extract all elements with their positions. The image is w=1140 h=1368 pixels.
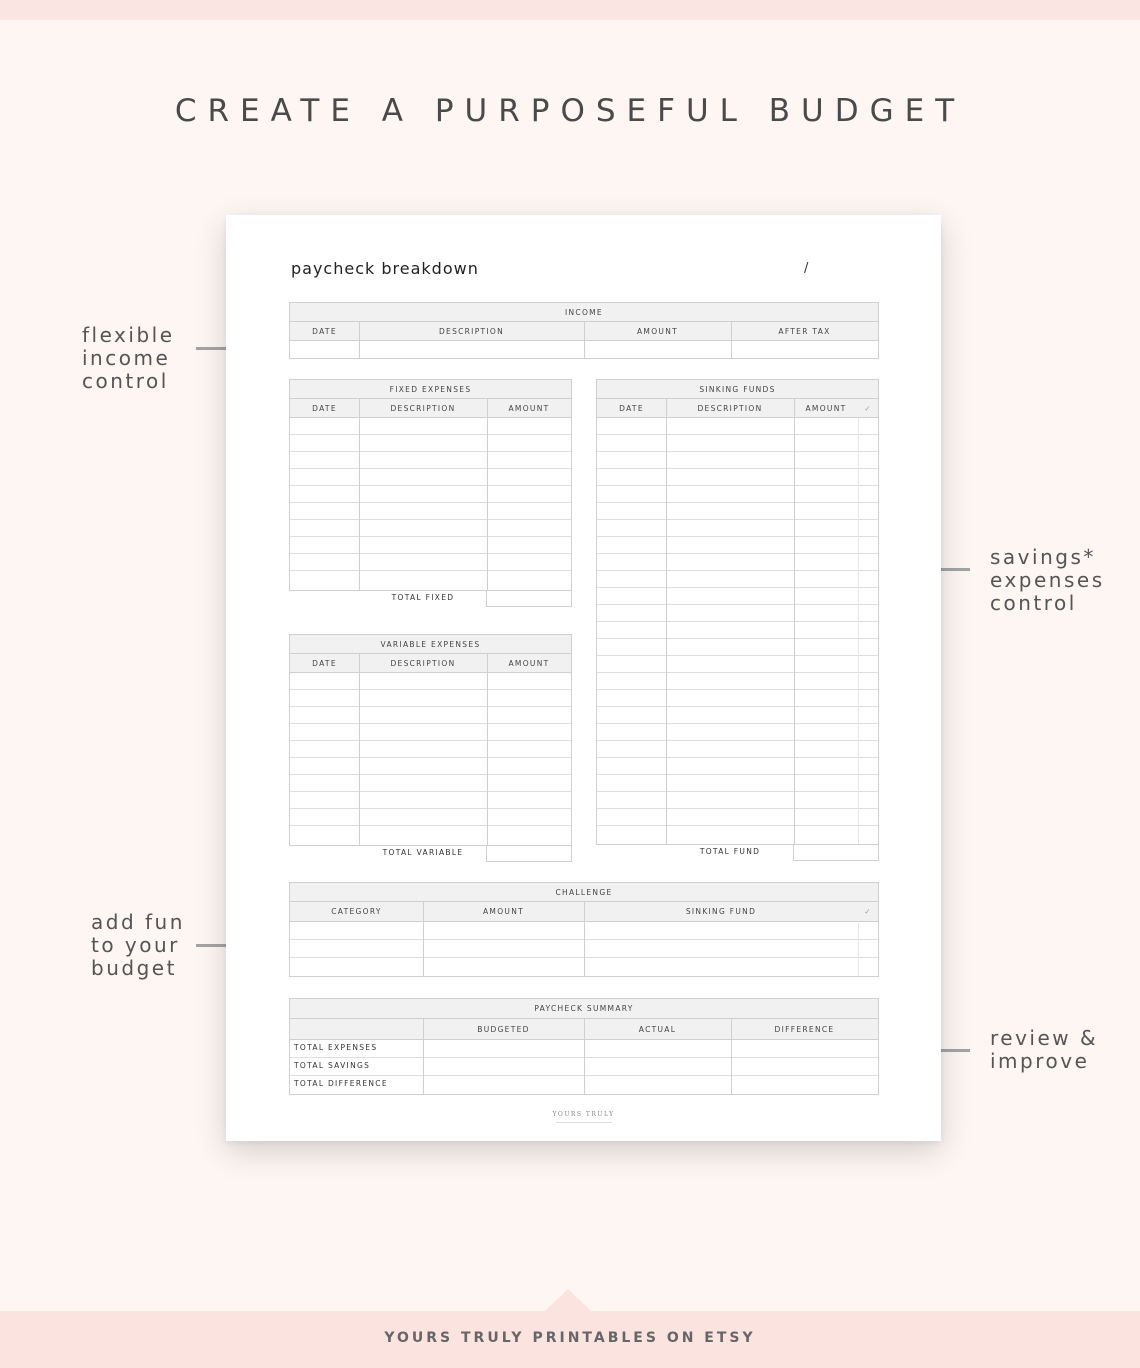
table-row bbox=[290, 537, 571, 554]
printable-sheet bbox=[226, 215, 941, 1141]
income-col-date: DATE bbox=[312, 327, 337, 336]
challenge-divider bbox=[584, 902, 585, 976]
sinking-col-amount: AMOUNT bbox=[805, 404, 847, 413]
challenge-check-divider bbox=[858, 923, 859, 976]
summary-total-difference: TOTAL DIFFERENCE bbox=[294, 1079, 388, 1088]
table-row bbox=[597, 724, 878, 741]
table-row bbox=[597, 826, 878, 843]
sinking-divider bbox=[794, 399, 795, 844]
fixed-divider bbox=[359, 399, 360, 590]
footer-text: YOURS TRULY PRINTABLES ON ETSY bbox=[384, 1330, 756, 1346]
fixed-col-amount: AMOUNT bbox=[508, 404, 550, 413]
income-col-amount: AMOUNT bbox=[637, 327, 678, 336]
income-divider bbox=[731, 322, 732, 358]
summary-col-actual: ACTUAL bbox=[638, 1025, 677, 1034]
table-row bbox=[597, 486, 878, 503]
table-row bbox=[597, 775, 878, 792]
total-fixed-label: TOTAL FIXED bbox=[391, 593, 455, 602]
challenge-header: CHALLENGE bbox=[290, 883, 878, 902]
sinking-funds-column-row bbox=[597, 399, 878, 418]
table-row bbox=[290, 792, 571, 809]
table-row bbox=[290, 775, 571, 792]
summary-col-difference: DIFFERENCE bbox=[774, 1025, 835, 1034]
fixed-col-description: DESCRIPTION bbox=[390, 404, 456, 413]
table-row bbox=[597, 792, 878, 809]
table-row bbox=[597, 571, 878, 588]
fixed-expenses-column-row bbox=[290, 399, 571, 418]
table-row bbox=[597, 690, 878, 707]
income-col-after-tax: AFTER TAX bbox=[778, 327, 831, 336]
summary-divider bbox=[731, 1019, 732, 1094]
fixed-divider bbox=[487, 399, 488, 590]
annotation-income-line-3: control bbox=[82, 369, 169, 393]
table-row bbox=[597, 520, 878, 537]
total-variable-label: TOTAL VARIABLE bbox=[382, 848, 464, 857]
fixed-expenses-rows bbox=[290, 418, 571, 588]
fixed-col-date: DATE bbox=[312, 404, 337, 413]
annotation-review-line-1: review & bbox=[990, 1026, 1099, 1050]
annotation-income bbox=[82, 324, 175, 393]
variable-expenses-column-row bbox=[290, 654, 571, 673]
table-row bbox=[290, 707, 571, 724]
table-row bbox=[290, 486, 571, 503]
annotation-fun-line-2: to your bbox=[91, 933, 180, 957]
table-row bbox=[290, 520, 571, 537]
annotation-fun-line-3: budget bbox=[91, 956, 177, 980]
annotation-review bbox=[990, 1027, 1098, 1073]
sinking-col-description: DESCRIPTION bbox=[697, 404, 763, 413]
summary-divider bbox=[584, 1019, 585, 1094]
check-icon: ✓ bbox=[864, 907, 872, 916]
annotation-income-line-2: income bbox=[82, 346, 171, 370]
sinking-divider bbox=[666, 399, 667, 844]
summary-col-budgeted: BUDGETED bbox=[477, 1025, 530, 1034]
table-row bbox=[597, 537, 878, 554]
sinking-check-divider bbox=[858, 418, 859, 844]
annotation-savings-line-3: control bbox=[990, 591, 1077, 615]
annotation-savings-line-2: expenses bbox=[990, 568, 1105, 592]
paycheck-summary-table bbox=[289, 998, 879, 1095]
fixed-expenses-table bbox=[289, 379, 572, 591]
variable-expenses-rows bbox=[290, 673, 571, 843]
challenge-col-sinking-fund: SINKING FUND bbox=[685, 907, 757, 916]
challenge-col-category: CATEGORY bbox=[331, 907, 382, 916]
income-divider bbox=[359, 322, 360, 358]
table-row bbox=[597, 656, 878, 673]
sinking-funds-header: SINKING FUNDS bbox=[597, 380, 878, 399]
table-row bbox=[290, 418, 571, 435]
income-header: INCOME bbox=[290, 303, 878, 322]
footer-notch bbox=[545, 1289, 591, 1311]
table-row bbox=[597, 758, 878, 775]
income-divider bbox=[584, 322, 585, 358]
brand-rule bbox=[556, 1122, 612, 1123]
table-row bbox=[597, 418, 878, 435]
table-row bbox=[290, 469, 571, 486]
table-row bbox=[597, 707, 878, 724]
table-row bbox=[290, 758, 571, 775]
annotation-fun-line-1: add fun bbox=[91, 910, 185, 934]
total-fund-box bbox=[793, 845, 879, 861]
table-row bbox=[597, 503, 878, 520]
table-row bbox=[290, 724, 571, 741]
total-fund-label: TOTAL FUND bbox=[699, 847, 761, 856]
sinking-funds-rows bbox=[597, 418, 878, 843]
variable-divider bbox=[487, 654, 488, 845]
table-row bbox=[290, 673, 571, 690]
summary-total-expenses: TOTAL EXPENSES bbox=[294, 1043, 378, 1052]
variable-col-amount: AMOUNT bbox=[508, 659, 550, 668]
table-row bbox=[597, 469, 878, 486]
challenge-col-amount: AMOUNT bbox=[483, 907, 524, 916]
table-row bbox=[597, 605, 878, 622]
variable-divider bbox=[359, 654, 360, 845]
total-variable-box bbox=[486, 846, 572, 862]
total-fixed-box bbox=[486, 591, 572, 607]
check-icon: ✓ bbox=[864, 404, 872, 413]
income-table bbox=[289, 302, 879, 359]
table-row bbox=[290, 503, 571, 520]
annotation-review-line-2: improve bbox=[990, 1049, 1090, 1073]
table-row bbox=[290, 554, 571, 571]
annotation-savings-line-1: savings* bbox=[990, 545, 1096, 569]
challenge-divider bbox=[423, 902, 424, 976]
brand-logo: YOURS TRULY bbox=[552, 1111, 615, 1118]
income-col-description: DESCRIPTION bbox=[438, 327, 505, 336]
table-row bbox=[597, 435, 878, 452]
annotation-savings bbox=[990, 546, 1105, 615]
paycheck-summary-header: PAYCHECK SUMMARY bbox=[290, 999, 878, 1019]
fixed-expenses-header: FIXED EXPENSES bbox=[290, 380, 571, 399]
table-row bbox=[290, 690, 571, 707]
annotation-fun bbox=[91, 911, 185, 980]
challenge-table bbox=[289, 882, 879, 977]
sheet-title: paycheck breakdown bbox=[291, 259, 479, 278]
top-band bbox=[0, 0, 1140, 20]
summary-total-savings: TOTAL SAVINGS bbox=[294, 1061, 371, 1070]
table-row bbox=[290, 741, 571, 758]
table-row bbox=[290, 571, 571, 588]
table-row bbox=[290, 435, 571, 452]
table-row bbox=[597, 809, 878, 826]
table-row bbox=[597, 741, 878, 758]
table-row bbox=[597, 622, 878, 639]
table-row bbox=[597, 588, 878, 605]
variable-expenses-header: VARIABLE EXPENSES bbox=[290, 635, 571, 654]
variable-col-date: DATE bbox=[312, 659, 337, 668]
table-row bbox=[290, 809, 571, 826]
sinking-funds-table bbox=[596, 379, 879, 845]
table-row bbox=[597, 639, 878, 656]
variable-expenses-table bbox=[289, 634, 572, 846]
table-row bbox=[290, 452, 571, 469]
sinking-col-date: DATE bbox=[619, 404, 644, 413]
date-separator: / bbox=[804, 261, 809, 276]
variable-col-description: DESCRIPTION bbox=[390, 659, 456, 668]
annotation-income-line-1: flexible bbox=[82, 323, 175, 347]
summary-divider bbox=[423, 1019, 424, 1094]
page-headline: CREATE A PURPOSEFUL BUDGET bbox=[174, 93, 966, 129]
table-row bbox=[597, 452, 878, 469]
table-row bbox=[290, 826, 571, 843]
table-row bbox=[597, 673, 878, 690]
table-row bbox=[597, 554, 878, 571]
